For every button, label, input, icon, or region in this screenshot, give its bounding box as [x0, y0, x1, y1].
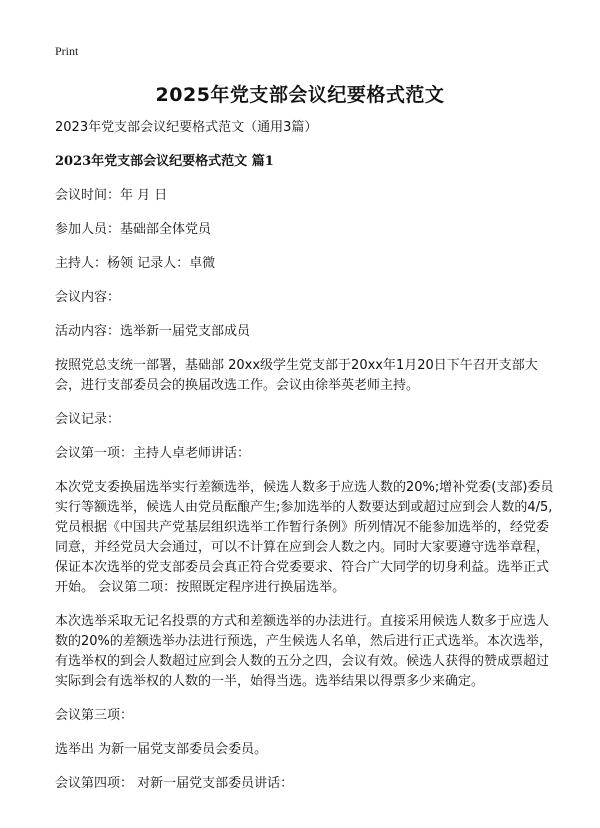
- host-recorder: 主持人：杨领 记录人：卓微: [55, 256, 216, 271]
- meeting-time: 会议时间：年 月 日: [55, 188, 168, 203]
- meeting-content-label: 会议内容：: [55, 290, 121, 305]
- section-heading: 2023年党支部会议纪要格式范文 篇1: [55, 154, 274, 169]
- subtitle: 2023年党支部会议纪要格式范文（通用3篇）: [55, 120, 318, 135]
- document-body: [55, 118, 554, 808]
- intro-paragraph: 按照党总支统一部署，基础部 20xx级学生党支部于20xx年1月20日下午召开支部大会，进行支部委员会的换届改选工作。会议由徐举英老师主持。: [55, 358, 538, 393]
- item-three: 会议第三项：: [55, 708, 134, 723]
- elected-members: 选举出 为新一届党支部委员会委员。: [55, 742, 268, 757]
- minutes-label: 会议记录：: [55, 412, 121, 427]
- item-one: 会议第一项：主持人卓老师讲话：: [55, 446, 251, 461]
- attendees: 参加人员：基础部全体党员: [55, 222, 212, 237]
- voting-method-paragraph: 本次选举采取无记名投票的方式和差额选举的办法进行。直接采用候选人数多于应选人数的20%的差额选举办法进行预选，产生候选人名单，然后进行正式选举。本次选举，有选举权的到会人数超过应到会人数的五分之四，会议有效。候选人获得的赞成票超过实际到会有选举权的人数的一半，始得当选。选举结果以得票多少来确定。: [55, 614, 552, 689]
- print-link[interactable]: Print: [55, 44, 79, 58]
- election-rules-paragraph: 本次党支委换届选举实行差额选举，候选人数多于应选人数的20%;增补党委(支部)委员实行等额选举，候选人由党员酝酿产生;参加选举的人数要达到或超过应到会人数的4/5,党员根据《中国共产党基层组织选举工作暂行条例》所列情况不能参加选举的，经党委同意，并经党员大会通过，可以不计算在应到会人数之内。同时大家要遵守选举章程，保证本次选举的党支部委员会真正符合党委要求、符合广大同学的切身利益。选举正式开始。 会议第二项：按照既定程序进行换届选举。: [55, 480, 554, 595]
- item-four: 会议第四项： 对新一届党支部委员讲话：: [55, 776, 294, 791]
- document-title: 2025年党支部会议纪要格式范文: [155, 84, 445, 106]
- activity-content: 活动内容：选举新一届党支部成员: [55, 324, 251, 339]
